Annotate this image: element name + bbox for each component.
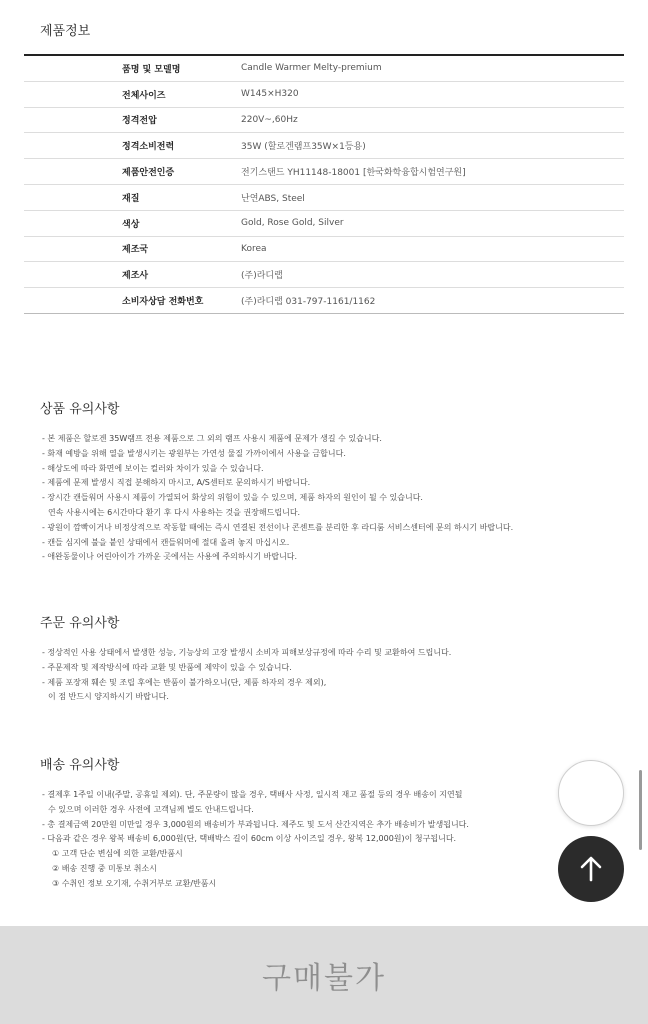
list-item: - 결제후 1주일 이내(주말, 공휴일 제외). 단, 주문량이 많을 경우, 택배사 사정, 일시적 재고 품절 등의 경우 배송이 지연될 <box>42 790 463 799</box>
spec-row <box>24 159 624 185</box>
product-notice-title: 상품 유의사항 <box>40 402 120 417</box>
spec-label: 제조사 <box>122 271 149 282</box>
spec-value: W145×H320 <box>241 89 299 100</box>
spec-row <box>24 288 624 314</box>
spec-value: Gold, Rose Gold, Silver <box>241 218 344 229</box>
order-notice-list <box>42 646 451 705</box>
spec-value: (주)라디랩 031-797-1161/1162 <box>241 297 376 308</box>
list-item: - 제품에 문제 발생시 직접 분해하지 마시고, A/S센터로 문의하시기 바랍니다. <box>42 478 311 488</box>
list-item: ③ 수취인 정보 오기재, 수취거부로 교환/반품시 <box>52 878 217 888</box>
order-notice-title: 주문 유의사항 <box>40 616 120 631</box>
spec-row <box>24 108 624 134</box>
spec-row <box>24 133 624 159</box>
spec-row <box>24 82 624 108</box>
spec-value: 전기스탠드 YH11148-18001 [한국화학융합시험연구원] <box>241 168 466 179</box>
spec-row <box>24 211 624 237</box>
spec-value: 35W (할로겐램프35W×1등용) <box>241 142 366 153</box>
list-item: - 애완동물이나 어린아이가 가까운 곳에서는 사용에 주의하시기 바랍니다. <box>42 552 298 562</box>
list-item: 이 점 반드시 양지하시기 바랍니다. <box>48 692 169 702</box>
list-item: - 광원이 깜빡이거나 비정상적으로 작동할 때에는 즉시 연결된 전선이나 콘센트를 분리한 후 라디룸 서비스센터에 문의 하시기 바랍니다. <box>42 522 514 532</box>
spec-label: 품명 및 모델명 <box>122 64 181 75</box>
spec-label: 제조국 <box>122 245 149 256</box>
scroll-to-top-button[interactable] <box>558 836 624 902</box>
product-info-title: 제품정보 <box>40 24 91 39</box>
list-item: - 제품 포장재 훼손 및 조립 후에는 반품이 불가하오니(단, 제품 하자의 경우 제외), <box>42 677 327 687</box>
spec-value: Korea <box>241 243 267 254</box>
purchase-unavailable-label: 구매불가 <box>262 961 386 996</box>
spec-label: 정격전압 <box>122 116 157 127</box>
spec-label: 색상 <box>122 219 140 230</box>
list-item: - 총 결제금액 20만원 미만일 경우 3,000원의 배송비가 부과됩니다. 제주도 및 도서 산간지역은 추가 배송비가 발생됩니다. <box>42 819 469 829</box>
list-item: 연속 사용시에는 6시간마다 환기 후 다시 사용하는 것을 권장해드립니다. <box>48 507 301 517</box>
spec-value: 난연ABS, Steel <box>241 193 305 204</box>
spec-label: 제품안전인증 <box>122 168 175 179</box>
shipping-notice-list <box>42 788 469 892</box>
spec-label: 전체사이즈 <box>122 90 166 101</box>
list-item: - 정상적인 사용 상태에서 발생한 성능, 기능상의 고장 발생시 소비자 피해보상규정에 따라 수리 및 교환하여 드립니다. <box>42 648 452 657</box>
list-item: ② 배송 진행 중 미통보 취소시 <box>52 863 157 873</box>
spec-row <box>24 185 624 211</box>
spec-row <box>24 262 624 288</box>
list-item: ① 고객 단순 변심에 의한 교환/반품시 <box>52 849 183 859</box>
list-item: - 해상도에 따라 화면에 보이는 컬러와 차이가 있을 수 있습니다. <box>42 463 264 473</box>
spec-row <box>24 56 624 82</box>
spec-label: 정격소비전력 <box>122 142 175 153</box>
scrollbar[interactable] <box>639 770 642 850</box>
list-item: 수 있으며 이러한 경우 사전에 고객님께 별도 안내드립니다. <box>48 804 254 814</box>
list-item: - 장시간 캔들워머 사용시 제품이 가열되어 화상의 위험이 있을 수 있으며, 제품 하자의 원인이 될 수 있습니다. <box>42 493 423 503</box>
floating-action-button[interactable] <box>558 760 624 826</box>
spec-value: Candle Warmer Melty-premium <box>241 63 382 74</box>
spec-label: 재질 <box>122 193 140 204</box>
product-notice-list <box>42 432 513 565</box>
arrow-up-icon <box>578 855 604 883</box>
list-item: - 본 제품은 할로겐 35W램프 전용 제품으로 그 외의 램프 사용시 제품에 문제가 생길 수 있습니다. <box>42 434 382 443</box>
list-item: - 주문제작 및 제작방식에 따라 교환 및 반품에 제약이 있을 수 있습니다. <box>42 662 292 672</box>
spec-label: 소비자상담 전화번호 <box>122 297 204 308</box>
shipping-notice-title: 배송 유의사항 <box>40 758 120 773</box>
list-item: - 다음과 같은 경우 왕복 배송비 6,000원(단, 택배박스 길이 60cm 이상 사이즈일 경우, 왕복 12,000원)이 청구됩니다. <box>42 834 457 844</box>
spec-row <box>24 237 624 263</box>
purchase-unavailable-bar[interactable] <box>0 926 648 1024</box>
spec-value: (주)라디랩 <box>241 271 283 282</box>
product-spec-table <box>24 54 624 314</box>
list-item: - 화재 예방을 위해 열을 발생시키는 광원부는 가연성 물질 가까이에서 사용을 금합니다. <box>42 448 346 458</box>
list-item: - 캔들 심지에 불을 붙인 상태에서 캔들워머에 절대 올려 놓지 마십시오. <box>42 537 290 547</box>
spec-value: 220V~,60Hz <box>241 114 298 125</box>
